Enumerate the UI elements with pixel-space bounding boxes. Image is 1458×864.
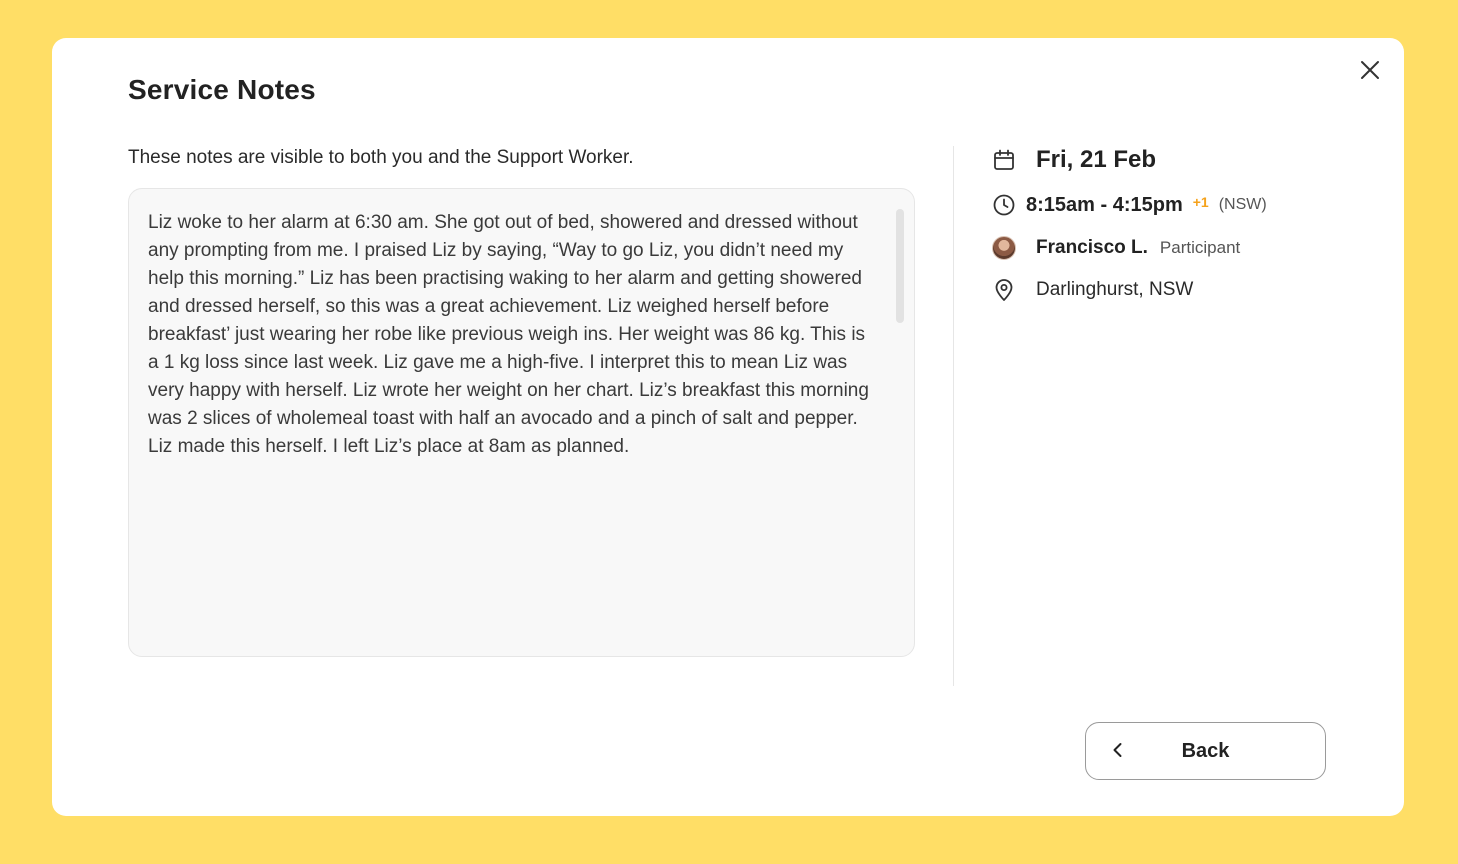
- timezone-label: (NSW): [1218, 196, 1267, 213]
- date-row: [992, 146, 1156, 174]
- map-pin-icon: [992, 278, 1016, 302]
- back-button[interactable]: [1085, 722, 1326, 780]
- location-text: Darlinghurst, NSW: [1036, 279, 1194, 300]
- close-button[interactable]: [1358, 58, 1382, 82]
- calendar-icon: [992, 148, 1016, 172]
- location-row: [992, 278, 1193, 302]
- shift-time: 8:15am - 4:15pm: [1026, 193, 1183, 216]
- time-row: [992, 193, 1267, 217]
- next-day-badge: +1: [1192, 194, 1209, 210]
- avatar: [992, 236, 1016, 260]
- participant-role: Participant: [1159, 238, 1241, 257]
- column-divider: [953, 146, 954, 686]
- shift-date: Fri, 21 Feb: [1036, 146, 1157, 173]
- visibility-note: These notes are visible to both you and the Support Worker.: [128, 147, 634, 168]
- participant-row: [992, 236, 1240, 260]
- clock-icon: [992, 193, 1016, 217]
- modal-title: Service Notes: [128, 74, 316, 105]
- participant-name: Francisco L.: [1036, 237, 1148, 258]
- back-label: Back: [1181, 740, 1230, 762]
- close-icon[interactable]: [1358, 58, 1382, 82]
- notes-text: Liz woke to her alarm at 6:30 am. She got out of bed, showered and dressed without any prompting from me. I praised Liz by saying, “Way to go Liz, you didn’t need my help this morning.” Liz has been practising waking to her alarm and getting showered and dressed herself, so this was a great achievement. Liz weighed herself before breakfast’ just wearing her robe like previous weigh ins. Her weight was 86 kg. This is a 1 kg loss since last week. Liz gave me a high-five. I interpret this to mean Liz was very happy with herself. Liz wrote her weight on her chart. Liz’s breakfast this morning was 2 slices of wholemeal toast with half an avocado and a pinch of salt and pepper. Liz made this herself. I left Liz’s place at 8am as planned.: [148, 212, 869, 457]
- service-notes-modal: [52, 38, 1404, 816]
- notes-textarea[interactable]: [128, 188, 915, 657]
- notes-scrollbar[interactable]: [896, 209, 904, 323]
